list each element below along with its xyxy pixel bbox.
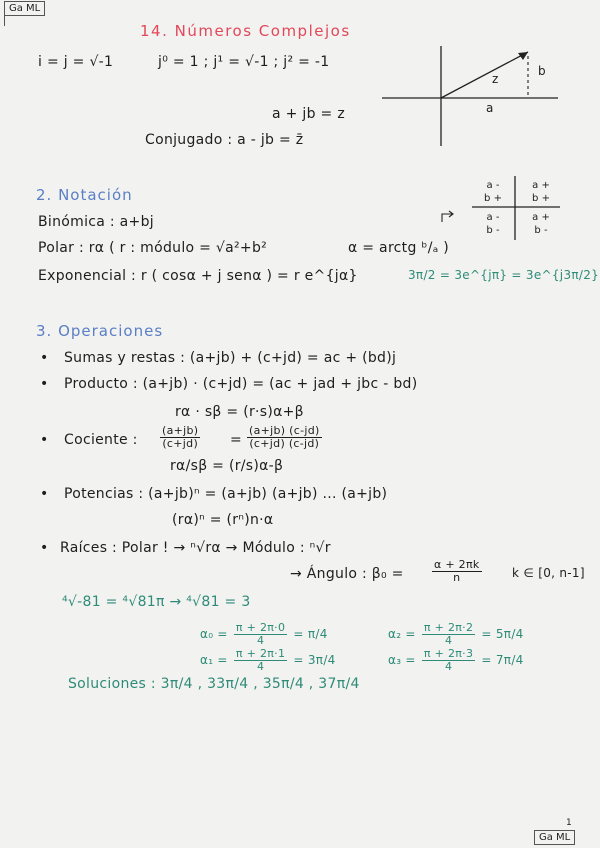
section-heading-operaciones: 3. Operaciones <box>36 322 164 340</box>
bullet-icon: • <box>40 486 49 502</box>
producto: Producto : (a+jb) · (c+jd) = (ac + jad + jbc - bd) <box>64 376 418 392</box>
exponential-example: 3π/2 = 3e^{jπ} = 3e^{j3π/2} <box>408 268 600 282</box>
grid-cell: b + <box>484 193 502 204</box>
equals-sign: = <box>230 432 243 448</box>
grid-cell: a + <box>532 212 550 223</box>
bullet-icon: • <box>40 350 49 366</box>
exponencial-form: Exponencial : r ( cosα + j senα ) = r e^{jα} <box>38 268 358 284</box>
grid-cell: b - <box>486 225 500 236</box>
polar-argument: α = arctg ᵇ/ₐ ) <box>348 240 450 256</box>
raices: Raíces : Polar ! → ⁿ√rα → Módulo : ⁿ√r <box>60 540 331 556</box>
cociente-label: Cociente : <box>64 432 138 448</box>
potencias-polar: (rα)ⁿ = (rⁿ)n·α <box>172 512 274 528</box>
conjugate-definition: Conjugado : a - jb = z̄ <box>145 132 304 148</box>
alpha-0: α₀ = $\frac{\pi + 2\pi\cdot 0}{4}$ = π/4 <box>200 621 328 647</box>
binomica-form: Binómica : a+bj <box>38 214 154 230</box>
z-vector <box>441 52 528 98</box>
producto-polar: rα · sβ = (r·s)α+β <box>175 404 304 420</box>
alpha-2: α₂ = $\frac{\pi + 2\pi\cdot 2}{4}$ = 5π/4 <box>388 621 524 647</box>
grid-cell: a - <box>486 180 500 191</box>
polar-form: Polar : rα ( r : módulo = √a²+b² <box>38 240 268 256</box>
grid-cell: b - <box>534 225 548 236</box>
page-title: 14. Números Complejos <box>140 22 351 40</box>
binomial-form: a + jb = z <box>272 106 345 122</box>
cociente-fraction-2: $\frac{(a+jb) (c-jd)}{(c+jd) (c-jd)}$ <box>249 424 320 450</box>
alpha-3: α₃ = $\frac{\pi + 2\pi\cdot 3}{4}$ = 7π/4 <box>388 647 524 673</box>
powers-of-j: j⁰ = 1 ; j¹ = √-1 ; j² = -1 <box>158 54 330 70</box>
page-number: 1 <box>566 818 572 828</box>
section-heading-notacion: 2. Notación <box>36 186 133 204</box>
footer-tag: Ga ML <box>534 830 575 845</box>
z-label: z <box>492 72 499 86</box>
grid-cell: a - <box>486 212 500 223</box>
grid-cell: a + <box>532 180 550 191</box>
bullet-icon: • <box>40 376 49 392</box>
cociente-fraction-1: $\frac{(a+jb)}{(c+jd)}$ <box>162 424 199 450</box>
i-definition: i = j = √-1 <box>38 54 114 70</box>
potencias: Potencias : (a+jb)ⁿ = (a+jb) (a+jb) ... (a+jb) <box>64 486 388 502</box>
cociente-polar: rα/sβ = (r/s)α-β <box>170 458 284 474</box>
b-label: b <box>538 64 546 78</box>
angulo-range: k ∈ [0, n-1] <box>512 566 585 580</box>
sumas-restas: Sumas y restas : (a+jb) + (c+jd) = ac + (bd)j <box>64 350 397 366</box>
a-label: a <box>486 101 494 115</box>
alpha-1: α₁ = $\frac{\pi + 2\pi\cdot 1}{4}$ = 3π/4 <box>200 647 336 673</box>
bullet-icon: • <box>40 432 49 448</box>
bullet-icon: • <box>40 540 49 556</box>
soluciones: Soluciones : 3π/4 , 33π/4 , 35π/4 , 37π/4 <box>68 676 360 692</box>
header-tag: Ga ML <box>4 1 45 16</box>
angulo-label: → Ángulo : β₀ = <box>290 566 404 582</box>
grid-cell: b + <box>532 193 550 204</box>
example-root: ⁴√-81 = ⁴√81π → ⁴√81 = 3 <box>62 594 251 610</box>
angulo-fraction: $\frac{\alpha + 2\pi k}{n}$ <box>434 558 480 584</box>
